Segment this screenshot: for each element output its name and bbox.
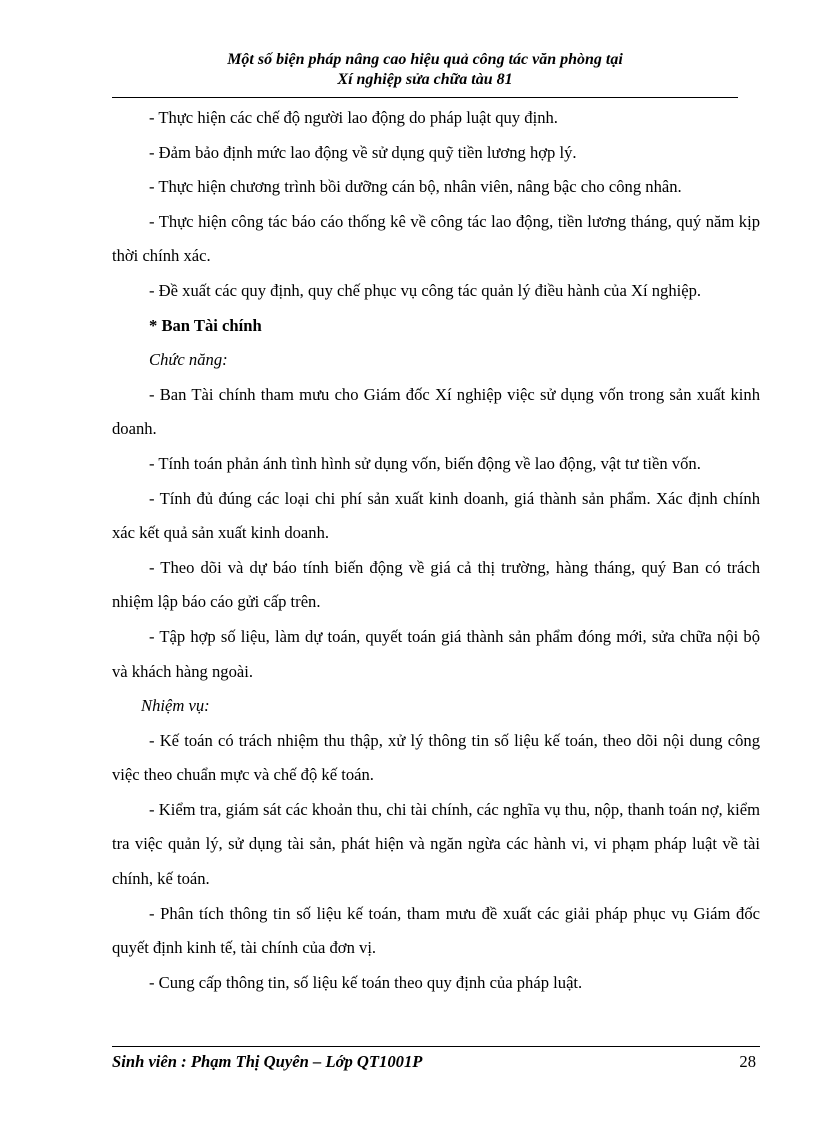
- paragraph: - Tính toán phản ánh tình hình sử dụng vốn, biến động về lao động, vật tư tiền vốn.: [149, 453, 701, 473]
- functions-label: Chức năng:: [149, 350, 228, 370]
- paragraph: - Phân tích thông tin số liệu kế toán, tham mưu đề xuất các giải pháp phục vụ Giám đốc quyết định kinh tế, tài chính của đơn vị.: [112, 903, 760, 958]
- paragraph: - Kế toán có trách nhiệm thu thập, xử lý thông tin số liệu kế toán, theo dõi nội dung công việc theo chuẩn mực và chế độ kế toán.: [112, 730, 760, 785]
- page-number: 28: [739, 1052, 756, 1071]
- document-body: [112, 101, 760, 1000]
- paragraph: - Cung cấp thông tin, số liệu kế toán theo quy định của pháp luật.: [149, 972, 583, 992]
- paragraph: - Đảm bảo định mức lao động về sử dụng quỹ tiền lương hợp lý.: [149, 142, 577, 162]
- paragraph: - Theo dõi và dự báo tính biến động về giá cả thị trường, hàng tháng, quý Ban có trách nhiệm lập báo cáo gửi cấp trên.: [112, 557, 760, 612]
- duties-label: Nhiệm vụ:: [141, 696, 210, 716]
- page-footer: [112, 1051, 760, 1073]
- paragraph: - Đề xuất các quy định, quy chế phục vụ công tác quản lý điều hành của Xí nghiệp.: [149, 280, 702, 300]
- paragraph: - Tập hợp số liệu, làm dự toán, quyết toán giá thành sản phẩm đóng mới, sửa chữa nội bộ và khách hàng ngoài.: [112, 626, 760, 681]
- header-divider: [112, 97, 738, 98]
- footer-author: Sinh viên : Phạm Thị Quyên – Lớp QT1001P: [112, 1052, 423, 1071]
- paragraph: - Thực hiện các chế độ người lao động do pháp luật quy định.: [149, 108, 558, 127]
- paragraph: - Kiểm tra, giám sát các khoản thu, chi tài chính, các nghĩa vụ thu, nộp, thanh toán nợ, kiểm tra việc quản lý, sử dụng tài sản, phát hiện và ngăn ngừa các hành vi, vi phạm pháp luật về tài chính, kế toán.: [112, 799, 760, 889]
- paragraph: - Ban Tài chính tham mưu cho Giám đốc Xí nghiệp việc sử dụng vốn trong sản xuất kinh doanh.: [112, 384, 760, 439]
- paragraph: - Thực hiện chương trình bồi dưỡng cán bộ, nhân viên, nâng bậc cho công nhân.: [149, 177, 682, 197]
- paragraph: - Tính đủ đúng các loại chi phí sản xuất kinh doanh, giá thành sản phẩm. Xác định chính xác kết quả sản xuất kinh doanh.: [112, 488, 760, 543]
- page-header: [112, 50, 738, 90]
- header-title-line-1: Một số biện pháp nâng cao hiệu quả công tác văn phòng tại: [227, 51, 623, 68]
- footer-divider: [112, 1046, 760, 1047]
- paragraph: - Thực hiện công tác báo cáo thống kê về công tác lao động, tiền lương tháng, quý năm kịp thời chính xác.: [112, 211, 760, 266]
- header-title-line-2: Xí nghiệp sửa chữa tàu 81: [337, 71, 513, 88]
- section-heading: * Ban Tài chính: [149, 315, 262, 335]
